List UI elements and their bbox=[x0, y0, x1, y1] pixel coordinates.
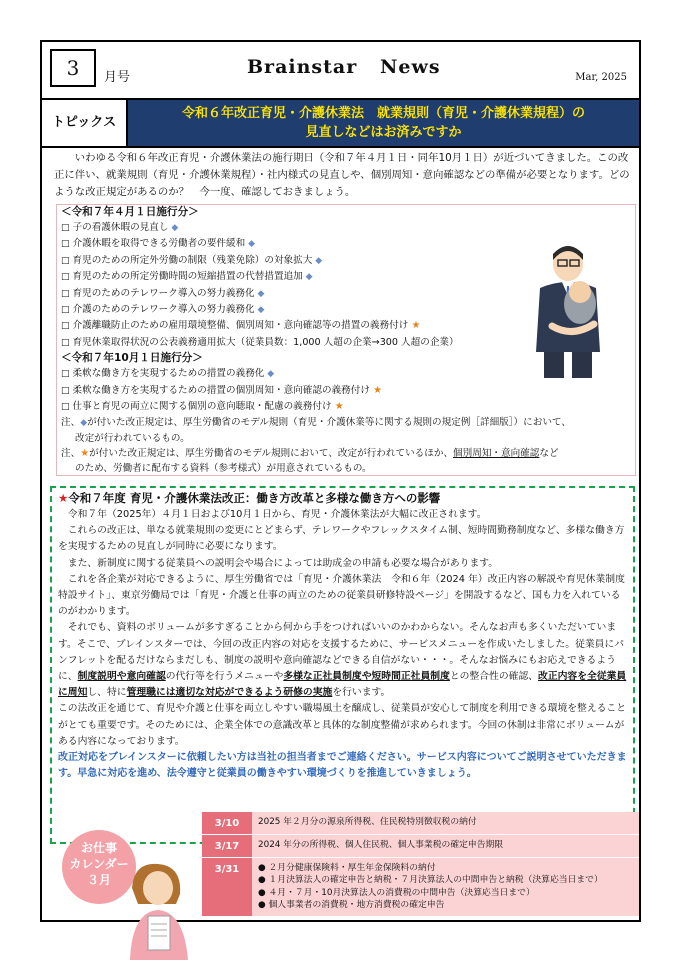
schedule-item-text: 介護離職防止のための雇用環境整備、個別周知・意向確認等の措置の義務付け bbox=[72, 320, 409, 332]
checkbox-icon: □ bbox=[61, 288, 70, 299]
checkbox-icon: □ bbox=[61, 223, 70, 233]
calendar-items bbox=[252, 858, 639, 916]
star-icon: ★ bbox=[331, 401, 344, 413]
month-label: 月号 bbox=[104, 70, 131, 85]
month-number: 3 bbox=[50, 49, 96, 87]
calendar-rows bbox=[202, 812, 639, 917]
note1-line1: が付いた改正規定は、厚生労働省のモデル規則（育児・介護休業等に関する規則の規定例［詳細版］）において、 bbox=[87, 417, 571, 429]
note2-line2: のため、労働者に配布する資料（参考様式）が用意されているもの。 bbox=[75, 463, 372, 475]
calendar-row bbox=[202, 858, 639, 917]
calendar-item: 2025 年２月分の源泉所得税、住民税特別徴収税の納付 bbox=[258, 817, 477, 827]
note1-line2: 改定が行われているもの。 bbox=[75, 433, 190, 445]
p5-emph-training: 管理職には適切な対応ができるよう研修の実施 bbox=[126, 687, 333, 699]
intro-paragraph: いわゆる令和６年改正育児・介護休業法の施行期日（令和７年４月１日・同年10月１日）が近づいてきました。この改正に伴い、就業規則（育児・介護休業規程）・社内様式の見直しや、個別周知・意向確認などの準備が必要となります。どのような改正規定があるのか？ 今一度、確認しておきましょう。 bbox=[54, 152, 630, 198]
schedule-item-text: 育児のための所定労働時間の短縮措置の代替措置追加 bbox=[72, 271, 303, 283]
newsletter-title: Brainstar News bbox=[247, 56, 441, 78]
topics-label: トピックス bbox=[42, 100, 128, 146]
schedule-item-text: 介護休暇を取得できる労働者の要件緩和 bbox=[72, 238, 246, 250]
topics-banner bbox=[42, 100, 639, 148]
checkbox-icon: □ bbox=[61, 369, 70, 380]
schedule-item-text: 育児のための所定外労働の制限（残業免除）の対象拡大 bbox=[72, 254, 313, 266]
calendar-items bbox=[252, 835, 639, 857]
article-cta: 改正対応をブレインスターに依頼したい方は当社の担当者までご連絡ください。サービス内容についてご説明させていただきます。早急に対応を進め、法令遵守と従業員の働きやすい環境づくりを推進していきましょう。 bbox=[58, 752, 627, 780]
schedule-item-text: 育児のためのテレワーク導入の努力義務化 bbox=[72, 287, 255, 299]
p5-text-i: を行います。 bbox=[332, 687, 391, 699]
schedule-item-text: 柔軟な働き方を実現するための措置の個別周知・意向確認の義務付け bbox=[72, 384, 370, 396]
checkbox-icon: □ bbox=[61, 337, 70, 348]
note2-line1c: など bbox=[539, 448, 559, 460]
calendar-date: 3/31 bbox=[202, 858, 252, 916]
article-p4: これを各企業が対応できるように、厚生労働省では「育児・介護休業法 令和６年（2024 年）改正内容の解説や育児休業制度特設サイト」、東京労働局では「育児・介護と仕事の両立のための従業員研修特設ページ」を開設するなど、国も力を入れているのがわかります。 bbox=[58, 573, 625, 618]
star-icon: ★ bbox=[369, 384, 383, 396]
calendar-item: ● １月決算法人の確定申告と納税・７月決算法人の中間申告と納税（決算応当日まで） bbox=[258, 875, 603, 886]
article-box bbox=[50, 486, 635, 844]
checkbox-icon: □ bbox=[61, 305, 70, 316]
issue-date: Mar, 2025 bbox=[575, 72, 627, 83]
topics-title-line2: 見直しなどはお済みですか bbox=[305, 125, 462, 140]
p5-text-a: それでも、資料のボリュームが多すぎることから何から手をつければいいのかわからない。そんなお声も多くいただいています。そこで、ブレインスターでは、今回の改正内容の対応を支援するために、サービスメニューを作成いたしました。従業員にパンフレットを配るだけならまだしも、制度の説明や意向確認などできる自信がない・・・。そんなお悩みにもお応えできるように、 bbox=[58, 622, 625, 683]
p5-text-c: の代行等を行うメニューや bbox=[165, 671, 284, 683]
diamond-icon: ◆ bbox=[245, 239, 255, 250]
article-p2: これらの改正は、単なる就業規則の変更にとどまらず、テレワークやフレックスタイム制、短時間勤務制度など、多様な働き方を実現するための見直しが同時に必要になります。 bbox=[58, 525, 625, 553]
diamond-icon: ◆ bbox=[312, 255, 323, 266]
father-holding-baby-illustration bbox=[522, 240, 614, 380]
diamond-icon: ◆ bbox=[302, 272, 313, 283]
p5-emph-notice: 改正内容を全従業員に周知 bbox=[58, 671, 627, 699]
note2-line1a: が付いた改正規定は、厚生労働省のモデル規則において、改定が行われているほか、 bbox=[89, 448, 454, 460]
calendar-date: 3/10 bbox=[202, 812, 252, 834]
calendar-date: 3/17 bbox=[202, 835, 252, 857]
calendar-item: ● 個人事業者の消費税・地方消費税の確定申告 bbox=[258, 900, 445, 911]
calendar-row bbox=[202, 812, 639, 835]
calendar-item: ● ４月・７月・10月決算法人の消費税の中間申告（決算応当日まで） bbox=[258, 887, 535, 898]
newsletter-page bbox=[40, 40, 641, 922]
note-star bbox=[57, 446, 635, 476]
calendar-items bbox=[252, 812, 639, 834]
article-p5 bbox=[58, 620, 627, 701]
p5-text-e: との整合性の確認、 bbox=[449, 671, 539, 683]
p5-emph-systems: 多様な正社員制度や短時間正社員制度 bbox=[283, 671, 450, 683]
note-diamond bbox=[57, 415, 635, 446]
diamond-icon: ◆ bbox=[168, 223, 179, 233]
checkbox-icon: □ bbox=[61, 321, 70, 332]
p5-emph-explanation: 制度説明や意向確認 bbox=[77, 671, 166, 683]
topics-title-line1: 令和６年改正育児・介護休業法 就業規則（育児・介護休業規程）の bbox=[181, 106, 585, 121]
badge-line2: カレンダー bbox=[69, 857, 129, 871]
topics-title bbox=[128, 100, 639, 146]
schedule-item bbox=[61, 220, 635, 236]
note1-prefix: 注、 bbox=[61, 417, 81, 429]
badge-line3: ３月 bbox=[86, 873, 111, 887]
checkbox-icon: □ bbox=[61, 239, 70, 250]
note2-prefix: 注、 bbox=[61, 448, 81, 460]
article-p6: この法改正を通じて、育児や介護と仕事を両立しやすい職場風土を醸成し、従業員が安心して制度を利用できる環境を整えることがとても重要です。そのためには、企業全体での意識改革と具体的な制度整備が求められます。今回の休制は非常にボリュームがある内容になっております。 bbox=[58, 703, 627, 747]
checkbox-icon: □ bbox=[61, 272, 70, 283]
section1-heading: ＜令和７年４月１日施行分＞ bbox=[61, 206, 199, 218]
red-star-icon: ★ bbox=[58, 491, 69, 505]
calendar-item: ● ２月分健康保険料・厚生年金保険料の納付 bbox=[258, 863, 436, 873]
checkbox-icon: □ bbox=[61, 385, 70, 396]
article-title-text: 令和７年度 育児・介護休業法改正：働き方改革と多様な働き方への影響 bbox=[68, 491, 441, 505]
schedule-item-text: 柔軟な働き方を実現するための措置の義務化 bbox=[72, 368, 265, 380]
star-icon: ★ bbox=[408, 320, 421, 332]
article-p1: 令和７年（2025年）４月１日および10月１日から、育児・介護休業法が大幅に改正されます。 bbox=[67, 509, 487, 520]
calendar-row bbox=[202, 835, 639, 858]
checkbox-icon: □ bbox=[61, 255, 70, 266]
diamond-icon: ◆ bbox=[80, 418, 88, 429]
section2-heading: ＜令和７年10月１日施行分＞ bbox=[61, 352, 203, 365]
schedule-item bbox=[61, 383, 635, 399]
star-icon: ★ bbox=[80, 448, 90, 460]
header bbox=[42, 42, 639, 100]
schedule-item bbox=[61, 399, 635, 415]
schedule-item-text: 子の看護休暇の見直し bbox=[72, 222, 169, 233]
checkbox-icon: □ bbox=[61, 402, 70, 413]
schedule-box bbox=[56, 204, 636, 476]
calendar-item: 2024 年分の所得税、個人住民税、個人事業税の確定申告期限 bbox=[258, 840, 504, 850]
schedule-item-text: 介護のためのテレワーク導入の努力義務化 bbox=[72, 304, 255, 316]
note2-line1b: 個別周知・意向確認 bbox=[453, 448, 540, 460]
diamond-icon: ◆ bbox=[254, 288, 265, 299]
work-calendar bbox=[42, 812, 639, 920]
diamond-icon: ◆ bbox=[254, 305, 265, 316]
office-woman-illustration bbox=[122, 860, 196, 960]
article-p3: また、新制度に関する従業員への説明会や場合によっては助成金の申請も必要な場合があります。 bbox=[67, 557, 499, 569]
article-title bbox=[58, 490, 627, 507]
p5-text-g: し、特に bbox=[87, 687, 127, 699]
schedule-item-text: 仕事と育児の両立に関する個別の意向聴取・配慮の義務付け bbox=[72, 401, 332, 413]
schedule-item-text: 育児休業取得状況の公表義務適用拡大（従業員数：1,000 人超の企業→300 人超の企業） bbox=[72, 336, 459, 348]
badge-line1: お仕事 bbox=[80, 841, 117, 855]
diamond-icon: ◆ bbox=[264, 369, 275, 380]
